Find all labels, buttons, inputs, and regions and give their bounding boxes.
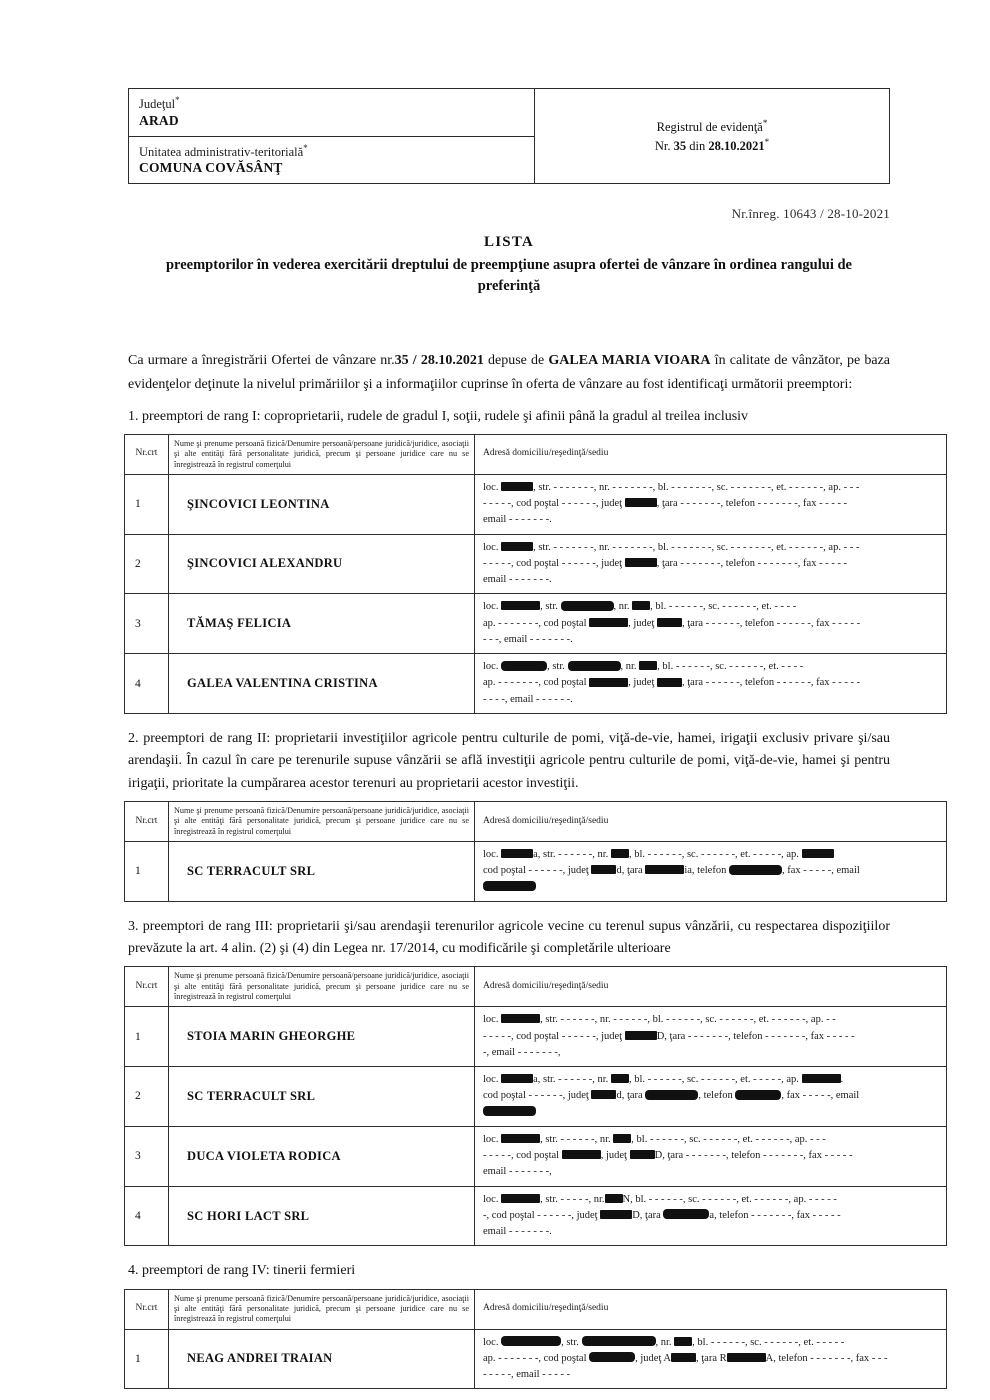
address-line: loc. , str. , nr. , bl. - - - - - -, sc. - - - - - -, et. - - - -	[483, 661, 804, 673]
row-address	[475, 1126, 947, 1186]
section-4-heading: 4. preemptori de rang IV: tinerii fermieri	[128, 1263, 356, 1279]
table-row	[125, 594, 947, 654]
address-line: cod poştal - - - - - -, judeţ d, ţara , telefon , fax - - - - -, email	[483, 1090, 860, 1102]
row-address	[475, 594, 947, 654]
judet-label	[139, 95, 524, 112]
section-1-table	[124, 434, 947, 714]
uat-value: COMUNA COVĂSÂNŢ	[139, 160, 283, 176]
registru-box	[535, 88, 890, 184]
redaction-bar	[591, 1090, 616, 1099]
redaction-bar	[632, 601, 650, 610]
col-header-address: Adresă domiciliu/reşedinţă/sediu	[475, 802, 947, 842]
redaction-bar	[671, 1353, 696, 1362]
address-line: loc. , str. - - - - -, nr. N, bl. - - - - - -, sc. - - - - - -, et. - - - - - -, ap. - - - - -	[483, 1193, 837, 1205]
redaction-bar	[501, 849, 533, 858]
intro-paragraph	[128, 349, 890, 395]
row-address	[475, 1007, 947, 1067]
address-line: loc. a, str. - - - - - -, nr. , bl. - - - - - -, sc. - - - - - -, et. - - - - -, ap. .	[483, 1074, 844, 1086]
registru-inner	[655, 117, 769, 156]
document-content	[128, 88, 890, 1389]
address-line: -, email - - - - - - -,	[483, 1046, 561, 1058]
row-address	[475, 654, 947, 714]
judet-label-text: Judeţul	[139, 97, 176, 112]
registru-nr-value: 35	[673, 139, 687, 154]
redaction-bar	[729, 865, 782, 875]
redaction-bar	[591, 865, 616, 874]
address-line: loc. , str. - - - - - -, nr. , bl. - - - - - -, sc. - - - - - -, et. - - - - - -, ap. - - -	[483, 1133, 826, 1145]
row-address	[475, 1329, 947, 1389]
registru-label	[655, 117, 769, 136]
address-line: cod poştal - - - - - -, judeţ d, ţara ia, telefon , fax - - - - -, email	[483, 865, 860, 877]
table-row	[125, 474, 947, 534]
registru-star-2: *	[764, 137, 770, 148]
redaction-bar	[663, 1209, 709, 1219]
redaction-bar	[625, 1031, 657, 1040]
offer-number: 35 / 28.10.2021	[394, 353, 484, 369]
row-nr: 1	[125, 1007, 169, 1067]
redaction-bar	[561, 601, 614, 611]
uat-box	[128, 137, 535, 185]
address-line: email - - - - - - -,	[483, 1166, 552, 1178]
col-header-nr: Nr.crt	[125, 967, 169, 1007]
redaction-bar	[802, 849, 834, 858]
row-name: STOIA MARIN GHEORGHE	[169, 1007, 475, 1067]
redaction-bar	[611, 1074, 629, 1083]
registru-din: din	[689, 139, 706, 154]
judet-star: *	[175, 95, 180, 105]
redaction-bar	[600, 1210, 632, 1219]
row-name: SC TERRACULT SRL	[169, 841, 475, 901]
redaction-bar	[501, 542, 533, 551]
table-row	[125, 534, 947, 594]
address-line: - - -, email - - - - - - -.	[483, 633, 573, 645]
address-line: loc. , str. - - - - - -, nr. - - - - - -, bl. - - - - - -, sc. - - - - - -, et. - - - - - -, ap. - -	[483, 1014, 836, 1026]
col-header-nr: Nr.crt	[125, 802, 169, 842]
row-name: ŞINCOVICI ALEXANDRU	[169, 534, 475, 594]
redaction-bar	[611, 849, 629, 858]
redaction-bar	[501, 1014, 540, 1023]
page-subtitle: preemptorilor în vederea exercitării dreptului de preempţiune asupra ofertei de vânzare în ordinea rangului de preferinţă	[165, 257, 852, 295]
uat-label-text: Unitatea administrativ-teritorială	[139, 144, 304, 159]
address-line: ap. - - - - - - -, cod poştal , judeţ , ţara - - - - - -, telefon - - - - - -, fax - - - - -	[483, 617, 861, 629]
section-4-table	[124, 1289, 947, 1390]
address-line	[483, 879, 940, 895]
section-2-heading: 2. preemptori de rang II: proprietarii investiţiilor agricole pentru culturile de pomi, viţă-de-vie, hamei, irigaţii exclusiv privare şi/sau arendaşii. În cazul în care pe terenurile supuse vânzării se află investiţii agricole pentru culturile de pomi, viţă-de-vie, hamei şi pentru irigaţii, prioritate la cumpărarea acestor terenuri au proprietarii acestor investiţii.	[128, 730, 890, 791]
row-nr: 3	[125, 594, 169, 654]
col-header-name: Nume şi prenume persoană fizică/Denumire persoană/persoane juridică/juridice, asociaţii şi alte entităţi fără personalitate juridică, precum şi persoane juridice care nu se înregistrează în registrul comerţului	[169, 967, 475, 1007]
redaction-bar	[501, 1336, 561, 1346]
table-row	[125, 1007, 947, 1067]
table-header-row	[125, 435, 947, 475]
redaction-bar	[802, 1074, 841, 1083]
section-2-table	[124, 801, 947, 902]
col-header-name: Nume şi prenume persoană fizică/Denumire persoană/persoane juridică/juridice, asociaţii şi alte entităţi fără personalitate juridică, precum şi persoane juridice care nu se înregistrează în registrul comerţului	[169, 435, 475, 475]
row-name: NEAG ANDREI TRAIAN	[169, 1329, 475, 1389]
intro-part-1: Ca urmare a înregistrării Ofertei de vânzare nr.	[128, 353, 395, 369]
address-line: - - - - -, cod poştal , judeţ D, ţara - - - - - - -, telefon - - - - - - -, fax - - - - -	[483, 1150, 853, 1162]
row-name: TĂMAŞ FELICIA	[169, 594, 475, 654]
row-address	[475, 841, 947, 901]
col-header-name: Nume şi prenume persoană fizică/Denumire persoană/persoane juridică/juridice, asociaţii şi alte entităţi fără personalitate juridică, precum şi persoane juridice care nu se înregistrează în registrul comerţului	[169, 802, 475, 842]
table-row	[125, 1329, 947, 1389]
address-line: loc. , str. , nr. , bl. - - - - - -, sc. - - - - - -, et. - - - -	[483, 601, 797, 613]
redaction-bar	[613, 1134, 631, 1143]
row-name: SC HORI LACT SRL	[169, 1186, 475, 1246]
registru-label-text: Registrul de evidenţă	[656, 120, 763, 135]
registru-nr-prefix: Nr.	[654, 139, 671, 154]
row-nr: 1	[125, 841, 169, 901]
nr-inregistrare: Nr.înreg. 10643 / 28-10-2021	[731, 206, 890, 222]
row-nr: 3	[125, 1126, 169, 1186]
col-header-address: Adresă domiciliu/reşedinţă/sediu	[475, 435, 947, 475]
judet-value: ARAD	[139, 112, 179, 128]
row-nr: 2	[125, 1067, 169, 1127]
row-nr: 4	[125, 654, 169, 714]
uat-star: *	[303, 142, 308, 153]
section-3-table	[124, 966, 947, 1246]
row-nr: 1	[125, 1329, 169, 1389]
section-1-heading: 1. preemptori de rang I: coproprietarii, rudele de gradul I, soţii, rudele şi afinii până la gradul al treilea inclusiv	[128, 408, 749, 424]
intro-part-3: în calitate de vânzător, pe baza evidenţelor deţinute la nivelul primăriilor şi a informaţiilor cuprinse în oferta de vânzare au fost identificaţi următorii preemptori:	[128, 353, 890, 392]
row-name: GALEA VALENTINA CRISTINA	[169, 654, 475, 714]
address-line: email - - - - - - -.	[483, 1226, 552, 1238]
redaction-bar	[501, 1194, 540, 1203]
row-address	[475, 534, 947, 594]
uat-label	[139, 143, 524, 160]
address-line: - - - - -, cod poştal - - - - - -, judeţ , ţara - - - - - - -, telefon - - - - - - -, fax - - - - -	[483, 498, 848, 510]
table-row	[125, 1067, 947, 1127]
row-nr: 4	[125, 1186, 169, 1246]
address-line: loc. , str. - - - - - - -, nr. - - - - - - -, bl. - - - - - - -, sc. - - - - - - -, et. - - - - - -, ap. - - -	[483, 541, 860, 553]
redaction-bar	[483, 1106, 536, 1116]
redaction-bar	[483, 881, 536, 891]
registru-star-1: *	[762, 117, 768, 128]
address-line: - - - - -, cod poştal - - - - - -, judeţ , ţara - - - - - - -, telefon - - - - - - -, fax - - - - -	[483, 557, 848, 569]
col-header-nr: Nr.crt	[125, 435, 169, 475]
address-line: -, cod poştal - - - - - -, judeţ D, ţara a, telefon - - - - - - -, fax - - - - -	[483, 1209, 841, 1221]
seller-name: GALEA MARIA VIOARA	[548, 353, 711, 369]
title-block	[128, 234, 890, 297]
row-name: DUCA VIOLETA RODICA	[169, 1126, 475, 1186]
row-nr: 1	[125, 474, 169, 534]
table-row	[125, 1186, 947, 1246]
table-row	[125, 841, 947, 901]
section-3-heading: 3. preemptori de rang III: proprietarii şi/sau arendaşii terenurilor agricole vecine cu terenul supus vânzării, cu respectarea dispoziţiilor prevăzute la art. 4 alin. (2) şi (4) din Legea nr. 17/2014, cu modificările şi completările ulterioare	[128, 918, 890, 957]
table-header-row	[125, 802, 947, 842]
redaction-bar	[625, 498, 657, 507]
address-line: - - - - -, cod poştal - - - - - -, judeţ D, ţara - - - - - - -, telefon - - - - - - -, fax - - - - -	[483, 1030, 855, 1042]
address-line: loc. , str. , nr. , bl. - - - - - -, sc. - - - - - -, et. - - - - -	[483, 1336, 845, 1348]
redaction-bar	[735, 1090, 781, 1100]
redaction-bar	[625, 558, 657, 567]
col-header-address: Adresă domiciliu/reşedinţă/sediu	[475, 1289, 947, 1329]
redaction-bar	[589, 618, 628, 627]
row-address	[475, 474, 947, 534]
header-left-column	[128, 88, 535, 184]
redaction-bar	[657, 678, 682, 687]
address-line: - - - -, email - - - - - -.	[483, 693, 573, 705]
redaction-bar	[645, 865, 684, 874]
registru-date: 28.10.2021	[708, 139, 765, 154]
address-line: - - - - -, email - - - - -	[483, 1369, 571, 1381]
redaction-bar	[674, 1337, 692, 1346]
redaction-bar	[639, 661, 657, 670]
redaction-bar	[562, 1150, 601, 1159]
page-title: LISTA	[484, 234, 534, 251]
document-header	[128, 88, 890, 184]
address-line: loc. a, str. - - - - - -, nr. , bl. - - - - - -, sc. - - - - - -, et. - - - - -, ap.	[483, 847, 940, 863]
registru-number-line	[655, 136, 769, 155]
judet-box	[128, 88, 535, 137]
row-address	[475, 1067, 947, 1127]
intro-part-2: depuse de	[483, 353, 549, 369]
redaction-bar	[501, 482, 533, 491]
redaction-bar	[501, 661, 547, 671]
table-row	[125, 1126, 947, 1186]
address-line: loc. , str. - - - - - - -, nr. - - - - - - -, bl. - - - - - - -, sc. - - - - - - -, et. - - - - - -, ap. - - -	[483, 481, 860, 493]
address-line: ap. - - - - - - -, cod poştal , judeţ A , ţara R A, telefon - - - - - - -, fax - - -	[483, 1352, 888, 1364]
redaction-bar	[589, 678, 628, 687]
row-nr: 2	[125, 534, 169, 594]
row-name: SC TERRACULT SRL	[169, 1067, 475, 1127]
table-header-row	[125, 967, 947, 1007]
redaction-bar	[501, 1134, 540, 1143]
redaction-bar	[605, 1194, 623, 1203]
table-header-row	[125, 1289, 947, 1329]
redaction-bar	[582, 1336, 656, 1346]
row-address	[475, 1186, 947, 1246]
table-row	[125, 654, 947, 714]
address-line: email - - - - - - -.	[483, 574, 552, 586]
redaction-bar	[589, 1352, 635, 1362]
redaction-bar	[568, 661, 621, 671]
redaction-bar	[501, 1074, 533, 1083]
redaction-bar	[657, 618, 682, 627]
redaction-bar	[727, 1353, 766, 1362]
address-line: email - - - - - - -.	[483, 514, 552, 526]
col-header-nr: Nr.crt	[125, 1289, 169, 1329]
redaction-bar	[501, 601, 540, 610]
address-line: ap. - - - - - - -, cod poştal , judeţ , ţara - - - - - -, telefon - - - - - -, fax - - - - -	[483, 677, 861, 689]
redaction-bar	[630, 1150, 655, 1159]
redaction-bar	[645, 1090, 698, 1100]
col-header-name: Nume şi prenume persoană fizică/Denumire persoană/persoane juridică/juridice, asociaţii şi alte entităţi fără personalitate juridică, precum şi persoane juridice care nu se înregistrează în registrul comerţului	[169, 1289, 475, 1329]
col-header-address: Adresă domiciliu/reşedinţă/sediu	[475, 967, 947, 1007]
row-name: ŞINCOVICI LEONTINA	[169, 474, 475, 534]
address-line	[483, 1105, 940, 1121]
